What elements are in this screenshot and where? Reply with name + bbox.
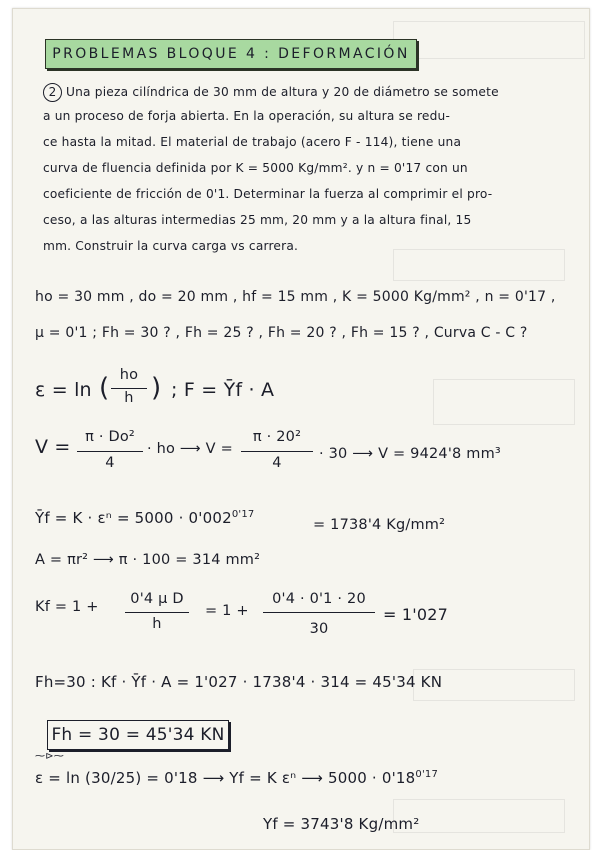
bleed-through-box xyxy=(393,249,565,281)
strain-fraction xyxy=(109,367,149,407)
force-formula: ; F = Ȳf · A xyxy=(171,379,275,401)
kf-result: = 1'027 xyxy=(383,605,449,624)
paren-close: ) xyxy=(151,373,162,403)
statement-line-7: mm. Construir la curva carga vs carrera. xyxy=(43,239,299,253)
strain-25-line: ε = ln (30/25) = 0'18 ⟶ Yf = K εⁿ ⟶ $5000 \cdot 0'18^{0'17}$ xyxy=(35,769,439,787)
problem-number: 2 xyxy=(43,83,62,102)
statement-line-1: 2 Una pieza cilíndrica de 30 mm de altura y 20 de diámetro se somete xyxy=(43,83,499,102)
givens-line-2: μ = 0'1 ; Fh = 30 ? , Fh = 25 ? , Fh = 20 ? , Fh = 15 ? , Curva C - C ? xyxy=(35,325,528,341)
fraction-bar xyxy=(263,612,375,613)
arrow-mark: ⁓⊳⁓ xyxy=(35,751,64,762)
fraction-bar xyxy=(77,451,143,452)
statement-line-4: curva de fluencia definida por K = 5000 Kg/mm². y n = 0'17 con un xyxy=(43,161,468,175)
volume-denominator-2: 4 xyxy=(272,455,282,471)
yf-25-result: Yf = 3743'8 Kg/mm² xyxy=(263,815,420,833)
force-calculation: Fh=30 : Kf · Ȳf · A = 1'027 · 1738'4 · 314 = 45'34 KN xyxy=(35,673,443,691)
strain-numerator: ho xyxy=(119,367,139,383)
bleed-through-box xyxy=(393,21,585,59)
volume-denominator-1: 4 xyxy=(105,455,115,471)
volume-numerator-1: π · Do² xyxy=(85,429,135,445)
bleed-through-box xyxy=(433,379,575,425)
volume-mid: · ho ⟶ V = xyxy=(147,441,233,457)
strain-denominator: h xyxy=(124,390,134,406)
flow-stress-result: = 1738'4 Kg/mm² xyxy=(313,517,446,533)
volume-fraction-1 xyxy=(75,429,145,475)
statement-line-3: ce hasta la mitad. El material de trabajo (acero F - 114), tiene una xyxy=(43,135,462,149)
volume-numerator-2: π · 20² xyxy=(252,429,302,445)
flow-stress-lhs: Ȳf = $K \cdot \varepsilon^n = 5000 \cdot 0'002^{0'17}$ xyxy=(35,509,255,527)
kf-numerator-1: 0'4 μ D xyxy=(130,591,184,607)
notebook-page xyxy=(12,8,590,850)
kf-lhs: Kf = 1 + xyxy=(35,599,99,615)
fraction-bar xyxy=(241,451,313,452)
answer-box xyxy=(47,720,229,750)
kf-mid: = 1 + xyxy=(205,603,249,619)
page-title-box xyxy=(45,39,417,69)
givens-line-1: ho = 30 mm , do = 20 mm , hf = 15 mm , K = 5000 Kg/mm² , n = 0'17 , xyxy=(35,289,556,305)
strain-25-fraction: 30/25 xyxy=(91,769,136,787)
strain-formula-lhs: ε = ln xyxy=(35,379,92,401)
kf-numerator-2: 0'4 · 0'1 · 20 xyxy=(272,591,366,607)
answer-text: Fh = 30 = 45'34 KN xyxy=(51,725,225,745)
flow-stress-exponent: 0'17 xyxy=(231,509,255,520)
volume-lhs: V = xyxy=(35,436,71,458)
strain-25-exponent: 0'17 xyxy=(415,769,439,780)
kf-denominator-2: 30 xyxy=(309,621,329,637)
kf-fraction-1 xyxy=(123,591,191,635)
statement-line-5: coeficiente de fricción de 0'1. Determinar la fuerza al comprimir el pro- xyxy=(43,187,493,201)
kf-fraction-2 xyxy=(261,591,377,641)
page-title: PROBLEMAS BLOQUE 4 : DEFORMACIÓN xyxy=(52,46,410,62)
kf-denominator-1: h xyxy=(152,616,162,632)
paren-open: ( xyxy=(99,373,110,403)
statement-line-6: ceso, a las alturas intermedias 25 mm, 20 mm y a la altura final, 15 xyxy=(43,213,472,227)
statement-line-2: a un proceso de forja abierta. En la operación, su altura se redu- xyxy=(43,109,451,123)
fraction-bar xyxy=(125,612,189,613)
area-line: A = πr² ⟶ π · 100 = 314 mm² xyxy=(35,552,261,568)
volume-result: · 30 ⟶ V = 9424'8 mm³ xyxy=(319,446,501,462)
volume-fraction-2 xyxy=(239,429,315,475)
